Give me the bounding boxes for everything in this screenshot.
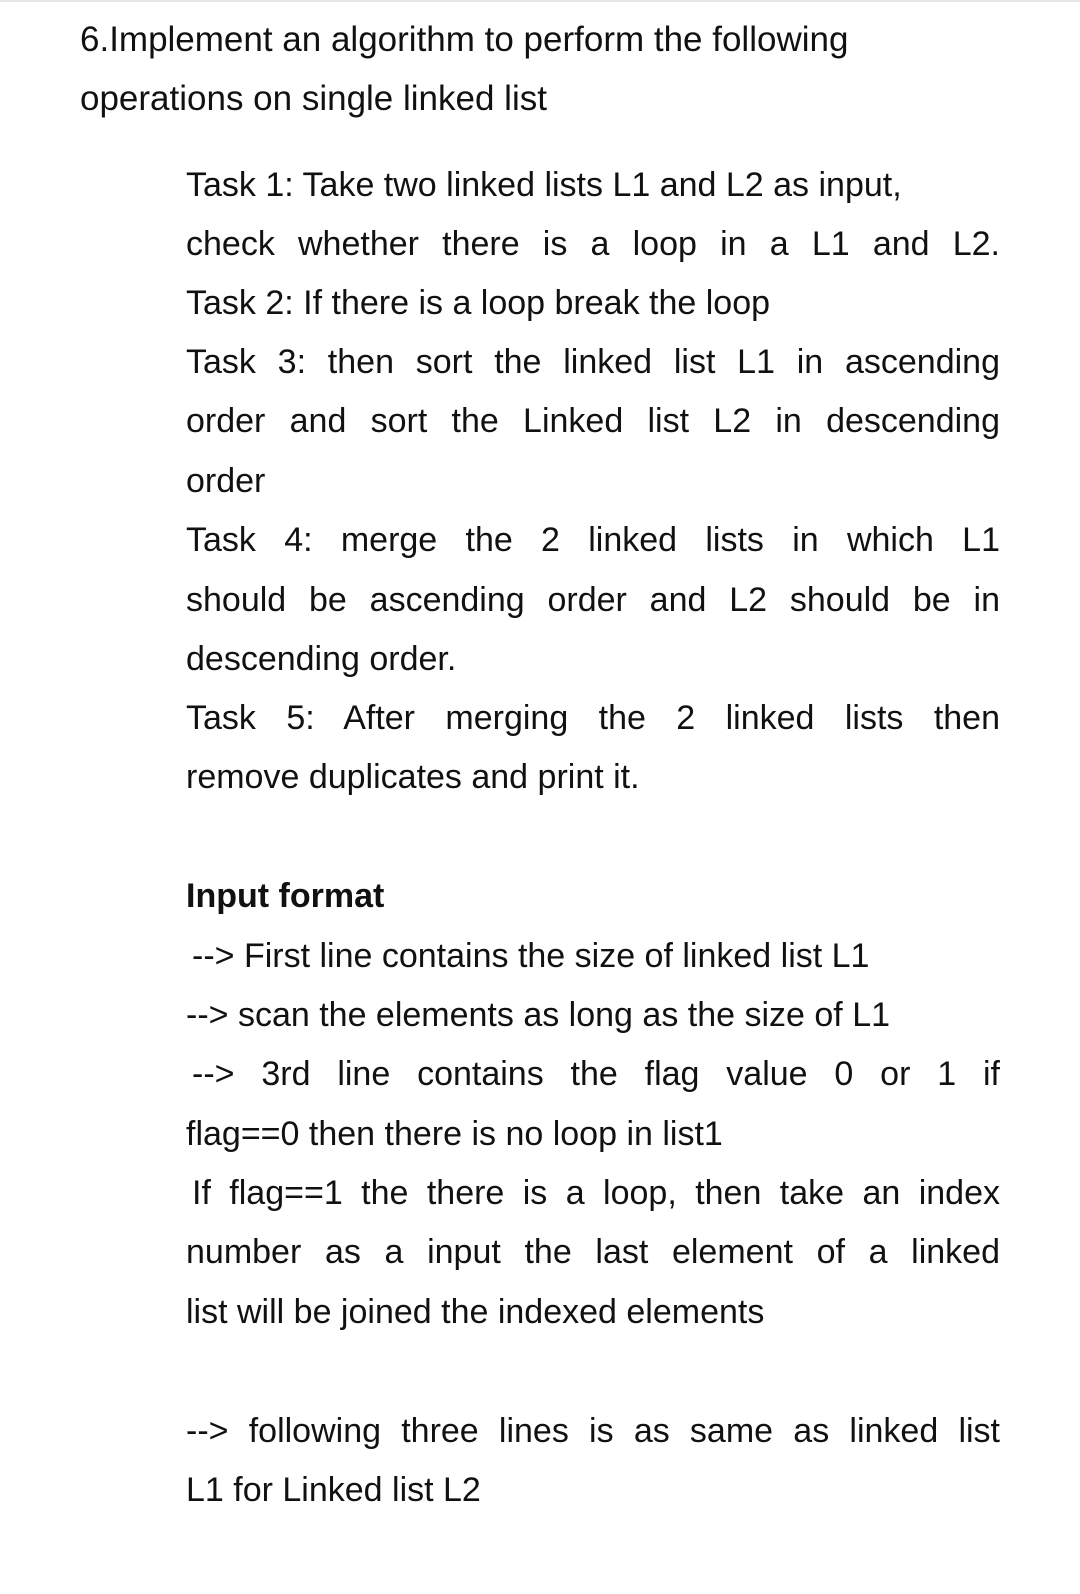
task-3-line-1: Task 3: then sort the linked list L1 in ascending: [186, 343, 1000, 381]
input-format-line-4: flag==0 then there is no loop in list1: [186, 1115, 723, 1153]
task-4-line-3: descending order.: [186, 640, 457, 678]
question-title-line-1: 6.Implement an algorithm to perform the following: [80, 20, 849, 59]
input-format-heading: Input format: [186, 877, 385, 915]
task-3-line-3: order: [186, 462, 266, 500]
task-4-line-1: Task 4: merge the 2 linked lists in which L1: [186, 521, 1000, 559]
task-1-line-1: Task 1: Take two linked lists L1 and L2 as input,: [186, 166, 902, 204]
input-format-line-1: --> First line contains the size of linked list L1: [192, 937, 870, 975]
question-title: [80, 10, 960, 128]
input-format-line-9: L1 for Linked list L2: [186, 1471, 481, 1509]
input-format-line-5: If flag==1 the there is a loop, then take an index: [192, 1174, 1000, 1212]
question-title-line-2: operations on single linked list: [80, 79, 547, 118]
input-format-line-3: --> 3rd line contains the flag value 0 or 1 if: [192, 1055, 1000, 1093]
task-1-line-2: check whether there is a loop in a L1 and L2.: [186, 225, 1000, 263]
input-format-line-6: number as a input the last element of a linked: [186, 1233, 1000, 1271]
task-3-line-2: order and sort the Linked list L2 in descending: [186, 402, 1000, 440]
input-format-line-7: list will be joined the indexed elements: [186, 1293, 765, 1331]
input-format-line-8: --> following three lines is as same as linked list: [186, 1412, 1000, 1450]
task-4-line-2: should be ascending order and L2 should be in: [186, 581, 1000, 619]
task-5-line-2: remove duplicates and print it.: [186, 758, 640, 796]
input-format-line-2: --> scan the elements as long as the size of L1: [186, 996, 891, 1034]
task-5-line-1: Task 5: After merging the 2 linked lists then: [186, 699, 1000, 737]
task-2-line: Task 2: If there is a loop break the loop: [186, 284, 771, 322]
top-border: [0, 0, 1080, 2]
